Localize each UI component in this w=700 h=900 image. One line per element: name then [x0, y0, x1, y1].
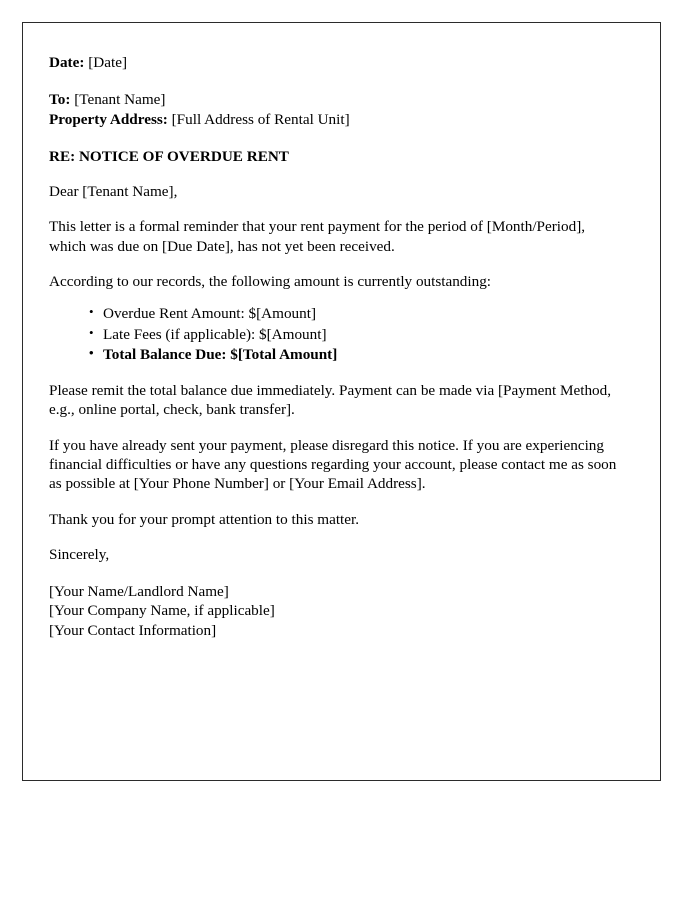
signature-block [49, 582, 624, 640]
spacer [49, 129, 624, 147]
spacer [49, 365, 624, 381]
outstanding-amounts-list [49, 304, 624, 365]
signature-contact: [Your Contact Information] [49, 621, 217, 639]
spacer [49, 420, 624, 436]
property-address-label: Property Address: [49, 110, 168, 128]
property-address-line [49, 110, 624, 129]
signature-name: [Your Name/Landlord Name] [49, 583, 229, 601]
body-paragraph-3: Please remit the total balance due immediately. Payment can be made via [Payment Method, e.g., online portal, check, bank transfer]. [49, 382, 612, 419]
spacer [49, 166, 624, 182]
body-paragraph-1: This letter is a formal reminder that your rent payment for the period of [Month/Period], which was due on [Due Date], has not yet been received. [49, 218, 586, 255]
spacer [49, 256, 624, 272]
list-item [89, 325, 624, 345]
spacer [49, 529, 624, 545]
subject-heading: RE: NOTICE OF OVERDUE RENT [49, 147, 289, 165]
to-label: To: [49, 91, 71, 109]
list-item [89, 304, 624, 324]
spacer [49, 494, 624, 510]
spacer [49, 72, 624, 90]
spacer [49, 291, 624, 304]
date-label: Date: [49, 54, 85, 71]
body-paragraph-2: According to our records, the following amount is currently outstanding: [49, 273, 492, 291]
list-item-total [89, 345, 624, 365]
signature-company: [Your Company Name, if applicable] [49, 602, 275, 620]
spacer [49, 201, 624, 217]
date-value: [Date] [88, 54, 128, 71]
closing: Sincerely, [49, 545, 110, 563]
to-value: [Tenant Name] [74, 91, 166, 109]
body-paragraph-4: If you have already sent your payment, please disregard this notice. If you are experiencing financial difficulties or have any questions regarding your account, please contact me as soon as possible at [Your Phone Number] or [Your Email Address]. [49, 436, 617, 493]
document-page-border [22, 22, 661, 781]
date-line [49, 53, 624, 72]
body-paragraph-5: Thank you for your prompt attention to this matter. [49, 510, 360, 528]
amount-item-text: Late Fees (if applicable): $[Amount] [103, 325, 327, 343]
salutation: Dear [Tenant Name], [49, 183, 178, 201]
letter-body [23, 23, 660, 640]
amount-item-text: Total Balance Due: $[Total Amount] [103, 345, 338, 363]
recipient-line [49, 90, 624, 109]
spacer [49, 564, 624, 582]
property-address-value: [Full Address of Rental Unit] [171, 110, 350, 128]
amount-item-text: Overdue Rent Amount: $[Amount] [103, 305, 317, 323]
